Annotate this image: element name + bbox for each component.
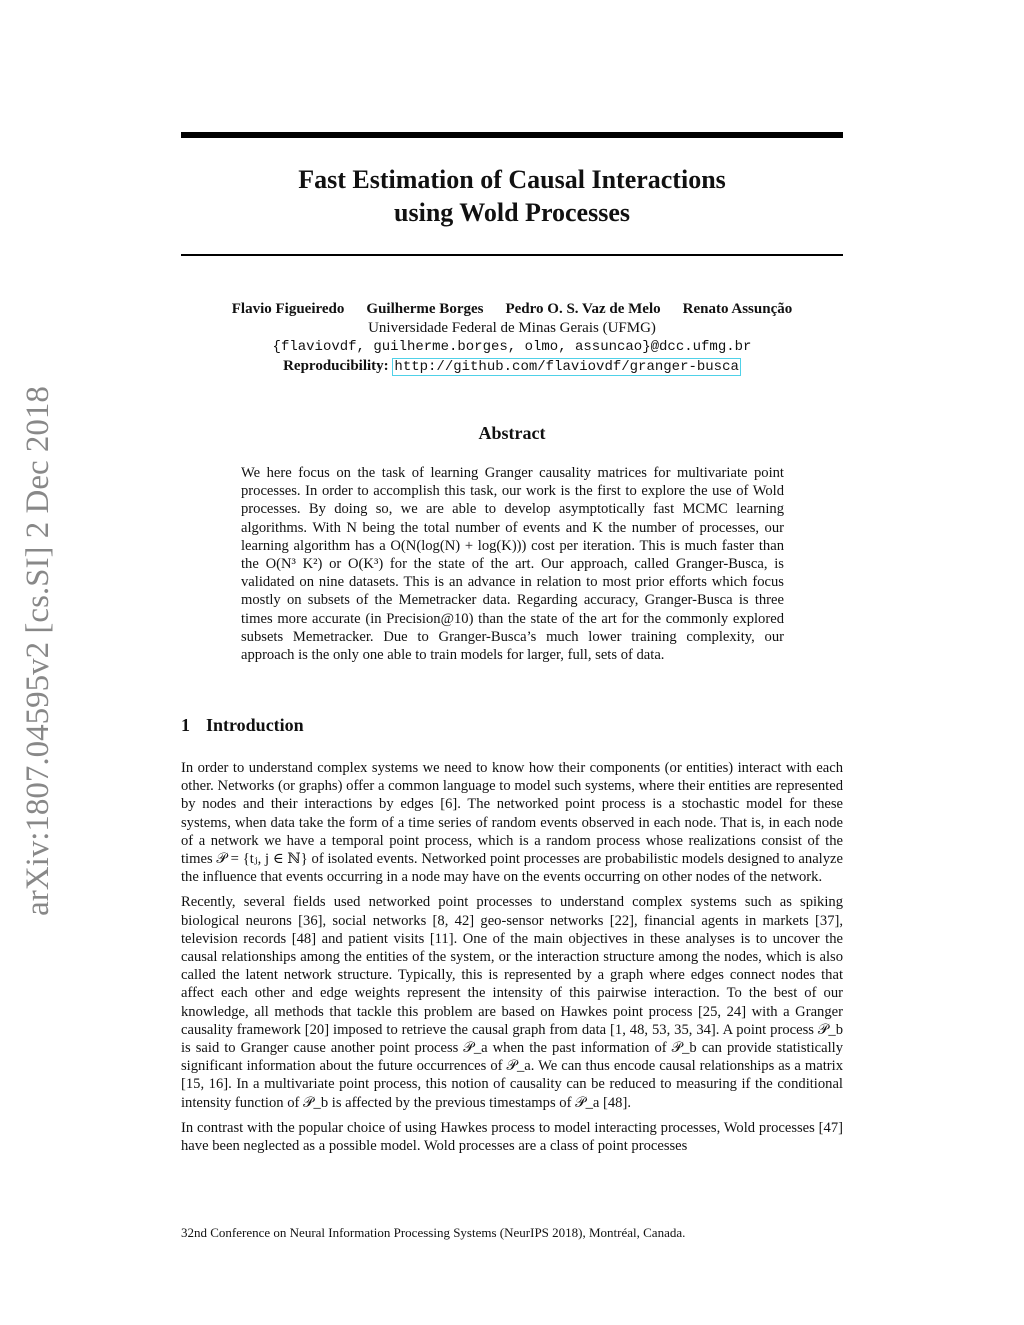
github-link[interactable]: http://github.com/flaviovdf/granger-busca bbox=[394, 359, 739, 375]
author-emails: {flaviovdf, guilherme.borges, olmo, assuncao}@dcc.ufmg.br bbox=[272, 339, 752, 355]
abstract-heading: Abstract bbox=[478, 423, 546, 443]
title-bottom-rule bbox=[181, 254, 843, 256]
paper-title bbox=[181, 163, 843, 229]
introduction-body bbox=[181, 759, 843, 1162]
title-line-1: Fast Estimation of Causal Interactions bbox=[298, 165, 726, 194]
abstract-text: We here focus on the task of learning Granger causality matrices for multivariate point processes. In order to accomplish this task, our work is the first to explore the use of Wold processes. By doing so, we are able to develop asymptotically fast MCMC learning algorithms. With N being the total number of events and K the number of processes, our learning algorithm has a O(N(log(N) + log(K))) cost per iteration. This is much faster than the O(N³ K²) or O(K³) for the state of the art. Our approach, called Granger-Busca, is validated on nine datasets. This is an advance in relation to most prior efforts which focus mostly on subsets of the Memetracker data. Regarding accuracy, Granger-Busca is three times more accurate (in Precision@10) than the state of the art for the commonly explored subsets Memetracker. Due to Granger-Busca’s much lower training complexity, our approach is the only one able to train models for larger, full, sets of data. bbox=[241, 465, 784, 664]
paragraph: In order to understand complex systems we need to know how their components (or entities) interact with each other. Networks (or graphs) offer a common language to model such systems, where their entities are represented by nodes and their interactions by edges [6]. The networked point process is a stochastic model for these systems, when data take the form of a time series of random events observed in each node. That is, in each node of a network we have a temporal point process, which is a random process whose realizations consist of the times 𝒫 = {tⱼ, j ∈ ℕ} of isolated events. Networked point processes are probabilistic models designed to analyze the influence that events occurring in a node may have on the events occurring on other nodes of the network. bbox=[181, 760, 843, 886]
author-block bbox=[181, 300, 843, 377]
author-name: Pedro O. S. Vaz de Melo bbox=[505, 301, 661, 317]
arxiv-sidebar-stamp: arXiv:1807.04595v2 [cs.SI] 2 Dec 2018 bbox=[20, 386, 56, 916]
paragraph: In contrast with the popular choice of using Hawkes process to model interacting processes, Wold processes [47] have been neglected as a possible model. Wold processes are a class of point processes bbox=[181, 1119, 843, 1155]
reproducibility-line bbox=[181, 357, 843, 377]
affiliation: Universidade Federal de Minas Gerais (UFMG) bbox=[368, 320, 656, 336]
conference-footnote: 32nd Conference on Neural Information Processing Systems (NeurIPS 2018), Montréal, Canada. bbox=[181, 1225, 686, 1240]
author-names bbox=[181, 300, 843, 319]
author-name: Renato Assunção bbox=[682, 301, 793, 317]
author-name: Flavio Figueiredo bbox=[231, 301, 345, 317]
section-heading bbox=[181, 715, 304, 736]
section-number: 1 bbox=[181, 715, 190, 735]
section-title: Introduction bbox=[206, 715, 304, 735]
reproducibility-label: Reproducibility: bbox=[283, 358, 389, 374]
title-line-2: using Wold Processes bbox=[394, 198, 630, 227]
paragraph: Recently, several fields used networked point processes to understand complex systems such as spiking biological neurons [36], social networks [8, 42] geo-sensor networks [22], financial agents in markets [37], television records [48] and patient visits [11]. One of the main objectives in these analyses is to uncover the causal relationships among the entities of the system, or the interaction structure among the nodes, which is also called the latent network structure. Typically, this is represented by a graph where edges connect nodes that affect each other and edge weights represent the intensity of this pairwise interaction. To the best of our knowledge, all methods that tackle this problem are based on Hawkes point process [25, 24] with a Granger causality framework [20] imposed to retrieve the causal graph from data [1, 48, 53, 35, 34]. A point process 𝒫_b is said to Granger cause another point process 𝒫_a when the past information of 𝒫_b can provide statistically significant information about the future occurrences of 𝒫_a. We can thus encode causal relationships as a matrix [15, 16]. In a multivariate point process, this notion of causality can be reduced to measuring if the conditional intensity function of 𝒫_b is affected by the previous timestamps of 𝒫_a [48]. bbox=[181, 894, 843, 1111]
author-name: Guilherme Borges bbox=[366, 301, 484, 317]
title-top-rule bbox=[181, 132, 843, 138]
